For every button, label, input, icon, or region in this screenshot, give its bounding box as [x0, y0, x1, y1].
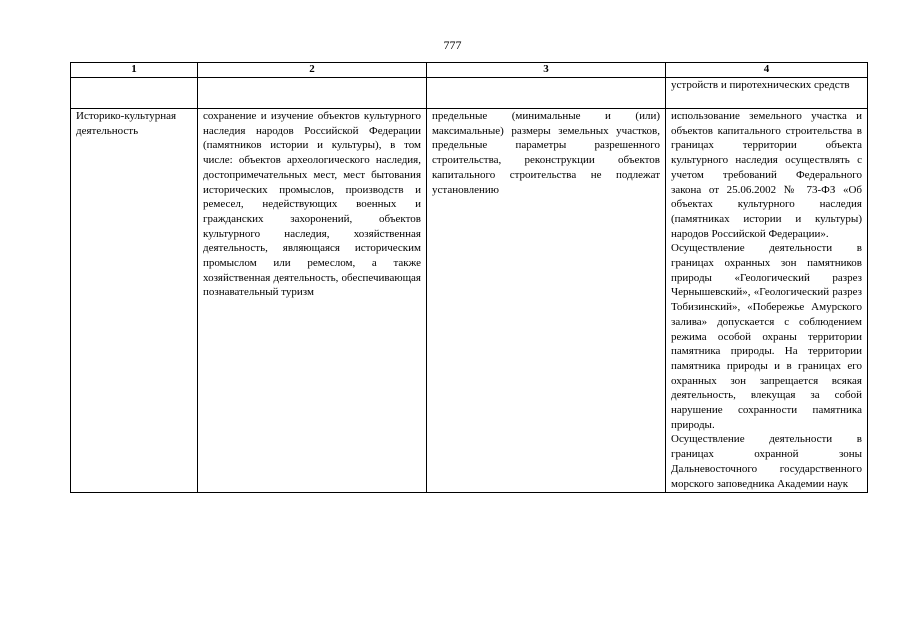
table-row	[71, 109, 868, 493]
table-row-continued	[71, 78, 868, 109]
header-cell-3: 3	[427, 63, 666, 78]
permitted-use-cell: сохранение и изучение объектов культурного наследия народов Российской Федерации (памятников истории и культуры), в том числе: объектов археологического наследия, достопримечательных мест, мест бытования исторических промыслов, производств и ремесел, недействующих военных и гражданских захоронений, объектов культурного наследия, хозяйственная деятельность, являющаяся историческим промыслом или ремеслом, а также хозяйственная деятельность, обеспечивающая познавательный туризм	[198, 109, 427, 493]
restrictions-cell	[666, 109, 868, 493]
page-number: 777	[443, 38, 462, 52]
limit-parameters-cell: предельные (минимальные и (или) максимальные) размеры земельных участков, предельные параметры разрешенного строительства, реконструкции объектов капитального строительства не подлежат установлению	[427, 109, 666, 493]
header-cell-1: 1	[71, 63, 198, 78]
header-cell-4: 4	[666, 63, 868, 78]
restrictions-paragraph-3: Осуществление деятельности в границах охранной зоны Дальневосточного государственного морского заповедника Академии наук	[671, 433, 862, 490]
carry-cell-4: устройств и пиротехнических средств	[666, 78, 868, 109]
header-cell-2: 2	[198, 63, 427, 78]
carry-cell-2	[198, 78, 427, 109]
restrictions-paragraph-2: Осуществление деятельности в границах охранных зон памятников природы «Геологический разрез Чернышевский», «Геологический разрез Тобизинский», «Побережье Амурского залива» допускается с соблюдением режима особой охраны территории памятника природы. На территории памятника природы и в границах его охранных зон запрещается всякая деятельность, влекущая за собой нарушение сохранности памятника природы.	[671, 242, 862, 431]
table-header-row	[71, 63, 868, 78]
land-use-table	[70, 62, 868, 493]
activity-type-cell: Историко-культурная деятельность	[71, 109, 198, 493]
restrictions-paragraph-1: использование земельного участка и объектов капитального строительства в границах территории объекта культурного наследия осуществлять с учетом требований Федерального закона от 25.06.2002 № 73-ФЗ «Об объектах культурного наследия (памятниках истории и культуры) народов Российской Федерации».	[671, 110, 862, 240]
carry-cell-1	[71, 78, 198, 109]
carry-cell-3	[427, 78, 666, 109]
